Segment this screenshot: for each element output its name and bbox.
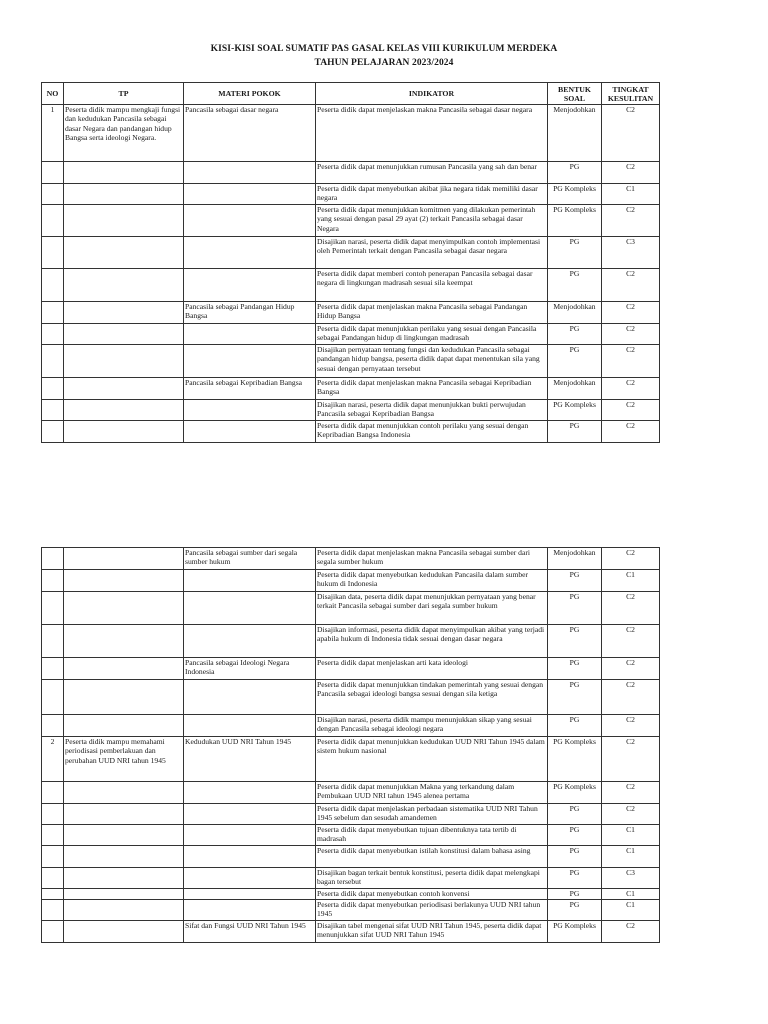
cell-tingkat-kesulitan: C3 xyxy=(602,868,660,889)
table-row xyxy=(42,658,660,680)
cell-no xyxy=(42,658,64,680)
cell-indikator: Disajikan data, peserta didik dapat menunjukkan pernyataan yang benar terkait Pancasila sebagai sumber dari segala sumber hukum xyxy=(316,592,548,625)
cell-bentuk-soal: PG xyxy=(548,889,602,900)
cell-bentuk-soal: PG xyxy=(548,715,602,737)
cell-bentuk-soal: PG xyxy=(548,658,602,680)
table-row xyxy=(42,921,660,943)
cell-bentuk-soal: PG xyxy=(548,592,602,625)
cell-materi-pokok xyxy=(184,680,316,715)
table-row xyxy=(42,782,660,804)
cell-no xyxy=(42,421,64,443)
cell-tingkat-kesulitan: C2 xyxy=(602,737,660,782)
cell-tp: Peserta didik mampu mengkaji fungsi dan kedudukan Pancasila sebagai dasar Negara dan pandangan hidup Bangsa serta ideologi Negara. xyxy=(64,105,184,162)
cell-tingkat-kesulitan: C1 xyxy=(602,570,660,592)
cell-indikator: Peserta didik dapat menunjukkan perilaku yang sesuai dengan Pancasila sebagai Pandangan hidup di lingkungan madrasah xyxy=(316,324,548,345)
cell-tingkat-kesulitan: C2 xyxy=(602,548,660,570)
cell-materi-pokok: Pancasila sebagai dasar negara xyxy=(184,105,316,162)
cell-tp xyxy=(64,804,184,825)
cell-no xyxy=(42,846,64,868)
cell-no xyxy=(42,804,64,825)
cell-no xyxy=(42,302,64,324)
cell-materi-pokok xyxy=(184,782,316,804)
cell-materi-pokok: Pancasila sebagai Kepribadian Bangsa xyxy=(184,378,316,400)
cell-materi-pokok xyxy=(184,400,316,421)
cell-tp xyxy=(64,658,184,680)
cell-tingkat-kesulitan: C2 xyxy=(602,324,660,345)
header-no: NO xyxy=(42,83,64,105)
cell-tp xyxy=(64,825,184,846)
cell-bentuk-soal: PG xyxy=(548,804,602,825)
cell-bentuk-soal: PG xyxy=(548,900,602,921)
cell-tingkat-kesulitan: C1 xyxy=(602,184,660,205)
cell-tingkat-kesulitan: C2 xyxy=(602,658,660,680)
cell-no xyxy=(42,592,64,625)
cell-no xyxy=(42,269,64,302)
cell-tingkat-kesulitan: C2 xyxy=(602,302,660,324)
cell-tp xyxy=(64,592,184,625)
cell-materi-pokok xyxy=(184,324,316,345)
cell-no xyxy=(42,400,64,421)
cell-indikator: Disajikan narasi, peserta didik dapat menyimpulkan contoh implementasi oleh Pemerintah terkait dengan Pancasila sebagai dasar negara xyxy=(316,237,548,269)
cell-tingkat-kesulitan: C1 xyxy=(602,825,660,846)
cell-tingkat-kesulitan: C2 xyxy=(602,715,660,737)
cell-no xyxy=(42,205,64,237)
cell-no xyxy=(42,715,64,737)
cell-materi-pokok: Kedudukan UUD NRI Tahun 1945 xyxy=(184,737,316,782)
kisi-kisi-table-page-1 xyxy=(41,82,660,443)
cell-indikator: Disajikan pernyataan tentang fungsi dan kedudukan Pancasila sebagai pandangan hidup bangsa, peserta didik dapat dapat menentukan sila yang sesuai dengan pernyataan tersebut xyxy=(316,345,548,378)
table-row xyxy=(42,324,660,345)
cell-tingkat-kesulitan: C2 xyxy=(602,625,660,658)
cell-bentuk-soal: PG xyxy=(548,345,602,378)
table-row xyxy=(42,162,660,184)
header-tingkat-kesulitan: TINGKAT KESULITAN xyxy=(602,83,660,105)
kisi-kisi-table-page-2 xyxy=(41,547,660,943)
cell-no xyxy=(42,782,64,804)
cell-indikator: Peserta didik dapat menjelaskan makna Pancasila sebagai dasar negara xyxy=(316,105,548,162)
cell-no: 2 xyxy=(42,737,64,782)
cell-materi-pokok xyxy=(184,868,316,889)
cell-no xyxy=(42,184,64,205)
cell-no: 1 xyxy=(42,105,64,162)
table-row xyxy=(42,345,660,378)
cell-materi-pokok xyxy=(184,570,316,592)
cell-materi-pokok xyxy=(184,900,316,921)
cell-materi-pokok xyxy=(184,184,316,205)
cell-materi-pokok xyxy=(184,625,316,658)
cell-tp xyxy=(64,900,184,921)
table-row xyxy=(42,737,660,782)
cell-tingkat-kesulitan: C2 xyxy=(602,105,660,162)
cell-materi-pokok: Pancasila sebagai Ideologi Negara Indonesia xyxy=(184,658,316,680)
table-row xyxy=(42,269,660,302)
cell-indikator: Peserta didik dapat menjelaskan makna Pancasila sebagai Kepribadian Bangsa xyxy=(316,378,548,400)
cell-tp xyxy=(64,269,184,302)
cell-bentuk-soal: PG xyxy=(548,868,602,889)
cell-indikator: Peserta didik dapat menjelaskan arti kata ideologi xyxy=(316,658,548,680)
cell-tingkat-kesulitan: C1 xyxy=(602,900,660,921)
cell-tp xyxy=(64,570,184,592)
cell-no xyxy=(42,378,64,400)
cell-no xyxy=(42,900,64,921)
table-row xyxy=(42,570,660,592)
cell-tingkat-kesulitan: C2 xyxy=(602,205,660,237)
cell-no xyxy=(42,625,64,658)
cell-bentuk-soal: PG xyxy=(548,162,602,184)
cell-bentuk-soal: PG xyxy=(548,846,602,868)
cell-tp xyxy=(64,400,184,421)
cell-indikator: Peserta didik dapat menyebutkan tujuan dibentuknya tata tertib di madrasah xyxy=(316,825,548,846)
cell-materi-pokok xyxy=(184,804,316,825)
cell-bentuk-soal: Menjodohkan xyxy=(548,105,602,162)
document-subtitle: TAHUN PELAJARAN 2023/2024 xyxy=(314,58,454,68)
table-row xyxy=(42,302,660,324)
cell-no xyxy=(42,680,64,715)
cell-tp xyxy=(64,548,184,570)
cell-bentuk-soal: PG xyxy=(548,625,602,658)
cell-bentuk-soal: PG Kompleks xyxy=(548,400,602,421)
cell-materi-pokok xyxy=(184,592,316,625)
cell-materi-pokok: Sifat dan Fungsi UUD NRI Tahun 1945 xyxy=(184,921,316,943)
cell-bentuk-soal: PG Kompleks xyxy=(548,782,602,804)
table-row xyxy=(42,548,660,570)
cell-bentuk-soal: PG Kompleks xyxy=(548,921,602,943)
cell-no xyxy=(42,345,64,378)
header-indikator: INDIKATOR xyxy=(316,83,548,105)
cell-no xyxy=(42,921,64,943)
table-row xyxy=(42,205,660,237)
header-tp: TP xyxy=(64,83,184,105)
cell-materi-pokok xyxy=(184,205,316,237)
cell-materi-pokok xyxy=(184,421,316,443)
table-header-row xyxy=(42,83,660,105)
table-row xyxy=(42,105,660,162)
cell-bentuk-soal: PG Kompleks xyxy=(548,184,602,205)
cell-tp xyxy=(64,889,184,900)
cell-no xyxy=(42,237,64,269)
cell-tingkat-kesulitan: C2 xyxy=(602,680,660,715)
table-row xyxy=(42,184,660,205)
cell-tp xyxy=(64,162,184,184)
cell-bentuk-soal: PG xyxy=(548,324,602,345)
table-row xyxy=(42,804,660,825)
cell-materi-pokok xyxy=(184,846,316,868)
cell-bentuk-soal: Menjodohkan xyxy=(548,378,602,400)
cell-tingkat-kesulitan: C1 xyxy=(602,846,660,868)
table-row xyxy=(42,900,660,921)
cell-indikator: Peserta didik dapat menjelaskan perbadaan sistematika UUD NRI Tahun 1945 sebelum dan sesudah amandemen xyxy=(316,804,548,825)
cell-indikator: Peserta didik dapat menyebutkan kedudukan Pancasila dalam sumber hukum di Indonesia xyxy=(316,570,548,592)
cell-tp: Peserta didik mampu memahami periodisasi pemberlakuan dan perubahan UUD NRI tahun 1945 xyxy=(64,737,184,782)
cell-tp xyxy=(64,345,184,378)
cell-indikator: Peserta didik dapat menunjukkan rumusan Pancasila yang sah dan benar xyxy=(316,162,548,184)
cell-tp xyxy=(64,205,184,237)
cell-materi-pokok xyxy=(184,825,316,846)
cell-no xyxy=(42,570,64,592)
cell-tingkat-kesulitan: C2 xyxy=(602,782,660,804)
table-row xyxy=(42,421,660,443)
cell-bentuk-soal: PG Kompleks xyxy=(548,737,602,782)
cell-tp xyxy=(64,237,184,269)
table-row xyxy=(42,868,660,889)
header-materi-pokok: MATERI POKOK xyxy=(184,83,316,105)
cell-no xyxy=(42,825,64,846)
cell-tingkat-kesulitan: C2 xyxy=(602,421,660,443)
cell-no xyxy=(42,868,64,889)
cell-bentuk-soal: PG xyxy=(548,570,602,592)
cell-bentuk-soal: PG xyxy=(548,825,602,846)
cell-no xyxy=(42,162,64,184)
cell-bentuk-soal: PG xyxy=(548,237,602,269)
cell-materi-pokok xyxy=(184,237,316,269)
cell-indikator: Peserta didik dapat menunjukkan Makna yang terkandung dalam Pembukaan UUD NRI tahun 1945 alenea pertama xyxy=(316,782,548,804)
table-row xyxy=(42,846,660,868)
cell-tp xyxy=(64,184,184,205)
cell-bentuk-soal: PG xyxy=(548,269,602,302)
cell-materi-pokok: Pancasila sebagai Pandangan Hidup Bangsa xyxy=(184,302,316,324)
document-title: KISI-KISI SOAL SUMATIF PAS GASAL KELAS VIII KURIKULUM MERDEKA xyxy=(210,44,558,54)
cell-materi-pokok xyxy=(184,345,316,378)
header-bentuk-soal: BENTUK SOAL xyxy=(548,83,602,105)
cell-tp xyxy=(64,680,184,715)
cell-tp xyxy=(64,324,184,345)
table-row xyxy=(42,378,660,400)
cell-indikator: Peserta didik dapat menyebutkan istilah konstitusi dalam bahasa asing xyxy=(316,846,548,868)
cell-materi-pokok xyxy=(184,162,316,184)
cell-tingkat-kesulitan: C2 xyxy=(602,400,660,421)
cell-materi-pokok: Pancasila sebagai sumber dari segala sumber hukum xyxy=(184,548,316,570)
cell-indikator: Peserta didik dapat memberi contoh penerapan Pancasila sebagai dasar negara di lingkungan madrasah sesuai sila keempat xyxy=(316,269,548,302)
cell-bentuk-soal: PG xyxy=(548,680,602,715)
table-row xyxy=(42,825,660,846)
table-row xyxy=(42,592,660,625)
cell-tingkat-kesulitan: C2 xyxy=(602,921,660,943)
cell-indikator: Peserta didik dapat menunjukkan tindakan pemerintah yang sesuai dengan Pancasila sebagai ideologi bangsa sesuai dengan sila ketiga xyxy=(316,680,548,715)
cell-tp xyxy=(64,715,184,737)
cell-tingkat-kesulitan: C1 xyxy=(602,889,660,900)
cell-no xyxy=(42,889,64,900)
cell-indikator: Disajikan narasi, peserta didik dapat menunjukkan bukti perwujudan Pancasila sebagai Kepribadian Bangsa xyxy=(316,400,548,421)
table-row xyxy=(42,680,660,715)
cell-tingkat-kesulitan: C2 xyxy=(602,804,660,825)
cell-tingkat-kesulitan: C2 xyxy=(602,162,660,184)
cell-tingkat-kesulitan: C2 xyxy=(602,345,660,378)
table-row xyxy=(42,400,660,421)
cell-tp xyxy=(64,625,184,658)
cell-indikator: Peserta didik dapat menunjukkan kedudukan UUD NRI Tahun 1945 dalam sistem hukum nasional xyxy=(316,737,548,782)
cell-indikator: Peserta didik dapat menjelaskan makna Pancasila sebagai sumber dari segala sumber hukum xyxy=(316,548,548,570)
cell-tingkat-kesulitan: C2 xyxy=(602,378,660,400)
table-row xyxy=(42,889,660,900)
cell-bentuk-soal: PG xyxy=(548,421,602,443)
cell-bentuk-soal: Menjodohkan xyxy=(548,548,602,570)
cell-indikator: Peserta didik dapat menjelaskan makna Pancasila sebagai Pandangan Hidup Bangsa xyxy=(316,302,548,324)
cell-indikator: Peserta didik dapat menunjukkan komitmen yang dilakukan pemerintah yang sesuai dengan pasal 29 ayat (2) terkait Pancasila sebagai dasar Negara xyxy=(316,205,548,237)
table-row xyxy=(42,625,660,658)
cell-materi-pokok xyxy=(184,269,316,302)
cell-tingkat-kesulitan: C3 xyxy=(602,237,660,269)
cell-tp xyxy=(64,378,184,400)
cell-indikator: Peserta didik dapat menyebutkan contoh konvensi xyxy=(316,889,548,900)
cell-no xyxy=(42,324,64,345)
cell-tp xyxy=(64,782,184,804)
cell-indikator: Peserta didik dapat menyebutkan akibat jika negara tidak memiliki dasar negara xyxy=(316,184,548,205)
cell-indikator: Disajikan informasi, peserta didik dapat menyimpulkan akibat yang terjadi apabila hukum di Indonesia tidak sesuai dengan dasar negara xyxy=(316,625,548,658)
cell-indikator: Peserta didik dapat menunjukkan contoh perilaku yang sesuai dengan Kepribadian Bangsa Indonesia xyxy=(316,421,548,443)
table-row xyxy=(42,715,660,737)
cell-tingkat-kesulitan: C2 xyxy=(602,592,660,625)
cell-tp xyxy=(64,302,184,324)
cell-tp xyxy=(64,421,184,443)
cell-indikator: Peserta didik dapat menyebutkan periodisasi berlakunya UUD NRI tahun 1945 xyxy=(316,900,548,921)
cell-tp xyxy=(64,846,184,868)
cell-indikator: Disajikan tabel mengenai sifat UUD NRI Tahun 1945, peserta didik dapat menunjukkan sifat UUD NRI Tahun 1945 xyxy=(316,921,548,943)
cell-bentuk-soal: PG Kompleks xyxy=(548,205,602,237)
cell-indikator: Disajikan narasi, peserta didik mampu menunjukkan sikap yang sesuai dengan Pancasila sebagai ideologi negara xyxy=(316,715,548,737)
cell-tp xyxy=(64,868,184,889)
cell-materi-pokok xyxy=(184,715,316,737)
table-row xyxy=(42,237,660,269)
cell-tingkat-kesulitan: C2 xyxy=(602,269,660,302)
cell-indikator: Disajikan bagan terkait bentuk konstitusi, peserta didik dapat melengkapi bagan tersebut xyxy=(316,868,548,889)
cell-materi-pokok xyxy=(184,889,316,900)
cell-bentuk-soal: Menjodohkan xyxy=(548,302,602,324)
cell-tp xyxy=(64,921,184,943)
cell-no xyxy=(42,548,64,570)
